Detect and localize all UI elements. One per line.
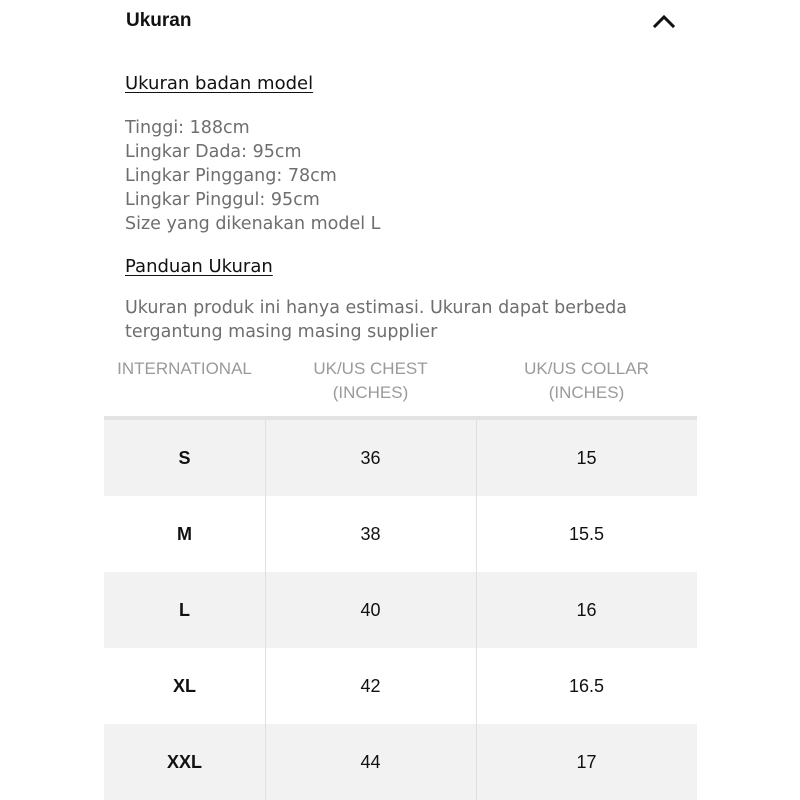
table-row [104, 572, 697, 648]
chest-cell: 36 [360, 447, 381, 468]
chest-cell: 40 [360, 599, 381, 620]
table-row [104, 648, 697, 724]
size-table-header [104, 357, 697, 417]
size-guide-title[interactable]: Panduan Ukuran [125, 256, 273, 277]
header-collar-unit: (INCHES) [548, 383, 625, 402]
size-accordion-header[interactable] [126, 6, 686, 36]
header-chest-unit: (INCHES) [332, 383, 409, 402]
size-cell: L [179, 599, 190, 620]
model-hip: Lingkar Pinggul: 95cm [125, 190, 320, 210]
table-row [104, 420, 697, 496]
size-guide-desc-line-2: tergantung masing masing supplier [125, 322, 438, 342]
size-table-body [104, 420, 697, 800]
size-guide-desc-line-1: Ukuran produk ini hanya estimasi. Ukuran dapat berbeda [125, 298, 627, 318]
collar-cell: 16.5 [568, 675, 605, 696]
chest-cell: 42 [360, 675, 381, 696]
collar-cell: 15.5 [568, 523, 605, 544]
header-collar-label: UK/US COLLAR [524, 359, 649, 378]
header-chest-label: UK/US CHEST [313, 359, 428, 378]
table-row [104, 724, 697, 800]
collar-cell: 17 [576, 751, 597, 772]
size-guide-description [125, 296, 685, 344]
model-waist: Lingkar Pinggang: 78cm [125, 166, 337, 186]
chest-cell: 44 [360, 751, 381, 772]
collar-cell: 16 [576, 599, 597, 620]
size-cell: XXL [166, 751, 202, 772]
column-divider [265, 420, 266, 800]
model-height: Tinggi: 188cm [125, 118, 250, 138]
header-international-label: INTERNATIONAL [117, 359, 252, 378]
model-size-title[interactable]: Ukuran badan model [125, 73, 314, 94]
table-row [104, 496, 697, 572]
header-collar [476, 357, 697, 405]
chevron-up-icon[interactable] [650, 7, 678, 35]
size-cell: S [178, 447, 191, 468]
accordion-title: Ukuran [126, 10, 192, 31]
size-cell: XL [172, 675, 196, 696]
size-panel [104, 0, 697, 800]
collar-cell: 15 [576, 447, 597, 468]
header-international [104, 357, 265, 381]
column-divider [476, 420, 477, 800]
model-chest: Lingkar Dada: 95cm [125, 142, 302, 162]
model-worn-size: Size yang dikenakan model L [125, 214, 381, 234]
header-chest [265, 357, 476, 405]
chest-cell: 38 [360, 523, 381, 544]
model-measurements [125, 116, 380, 236]
size-cell: M [177, 523, 192, 544]
